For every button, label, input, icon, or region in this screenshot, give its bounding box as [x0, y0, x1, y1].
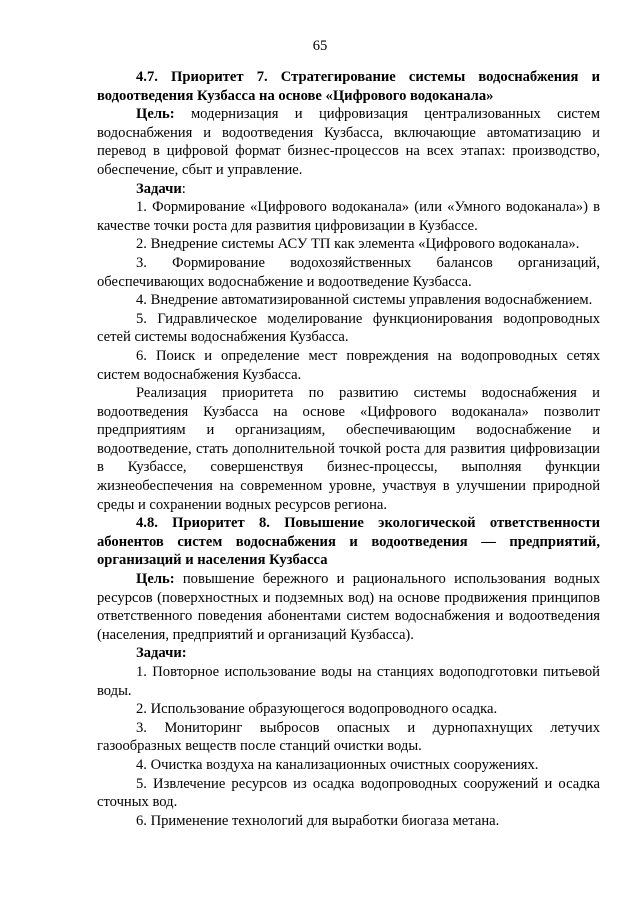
section-4-7-goal	[97, 105, 600, 179]
section-4-7-task-1: 1. Формирование «Цифрового водоканала» (или «Умного водоканала») в качестве точки роста для развития цифровизации в Кузбассе.	[97, 199, 600, 234]
goal-label: Цель:	[136, 106, 175, 123]
section-4-8-task-3: 3. Мониторинг выбросов опасных и дурнопахнущих летучих газообразных веществ после станций очистки воды.	[97, 719, 600, 755]
tasks-label: Задачи	[136, 180, 182, 197]
section-4-8-heading: 4.8. Приоритет 8. Повышение экологической ответственности абонентов систем водоснабжения и водоотведения — предприятий, организаций и населения Кузбасса	[97, 515, 600, 569]
page-number: 65	[312, 38, 328, 54]
section-4-8-task-4: 4. Очистка воздуха на канализационных очистных сооружениях.	[136, 756, 539, 773]
section-4-8-task-6: 6. Применение технологий для выработки биогаза метана.	[136, 812, 500, 829]
section-4-8-tasks-label: Задачи:	[136, 645, 187, 662]
section-4-7-task-5: 5. Гидравлическое моделирование функционирования водопроводных сетей системы водоснабжения Кузбасса.	[97, 310, 600, 346]
section-4-8-goal	[97, 570, 600, 644]
section-4-7-tasks-label	[97, 180, 600, 199]
section-4-7-heading: 4.7. Приоритет 7. Стратегирование системы водоснабжения и водоотведения Кузбасса на основе «Цифрового водоканала»	[97, 69, 600, 104]
section-4-7-task-3: 3. Формирование водохозяйственных балансов организаций, обеспечивающих водоснабжение и водоотведение Кузбасса.	[97, 254, 600, 290]
document-body	[97, 68, 600, 830]
tasks-colon: :	[181, 180, 186, 197]
section-4-7-task-2: 2. Внедрение системы АСУ ТП как элемента «Цифрового водоканала».	[136, 236, 580, 253]
goal-text: модернизация и цифровизация централизованных систем водоснабжения и водоотведения Кузбасса, включающие автоматизацию и перевод в цифровой формат бизнес-процессов на всех этапах: производство, обеспечение, сбыт и управление.	[97, 106, 600, 178]
section-4-8-task-5: 5. Извлечение ресурсов из осадка водопроводных сооружений и осадка сточных вод.	[97, 775, 600, 811]
goal-text: повышение бережного и рационального использования водных ресурсов (поверхностных и подземных вод) на основе продвижения принципов ответственного поведения абонентами систем водоснабжения и водоотведения (населения, предприятий и организаций Кузбасса).	[97, 571, 600, 643]
section-4-7-task-4: 4. Внедрение автоматизированной системы управления водоснабжением.	[136, 292, 593, 309]
section-4-8-task-2: 2. Использование образующегося водопроводного осадка.	[136, 701, 498, 718]
goal-label: Цель:	[136, 571, 175, 588]
section-4-8-task-1: 1. Повторное использование воды на станциях водоподготовки питьевой воды.	[97, 664, 600, 699]
section-4-7-summary: Реализация приоритета по развитию системы водоснабжения и водоотведения Кузбасса на основе «Цифрового водоканала» позволит предприятиям и организациям, обеспечивающим водоснабжение и водоотведение, стать дополнительной точкой роста для развития цифровизации в Кузбассе, совершенствуя бизнес-процессы, выполняя функции жизнеобеспечения на современном уровне, участвуя в улучшении природной среды и сохранении водных ресурсов региона.	[97, 385, 600, 513]
section-4-7-task-6: 6. Поиск и определение мест повреждения на водопроводных сетях систем водоснабжения Кузбасса.	[97, 347, 600, 383]
